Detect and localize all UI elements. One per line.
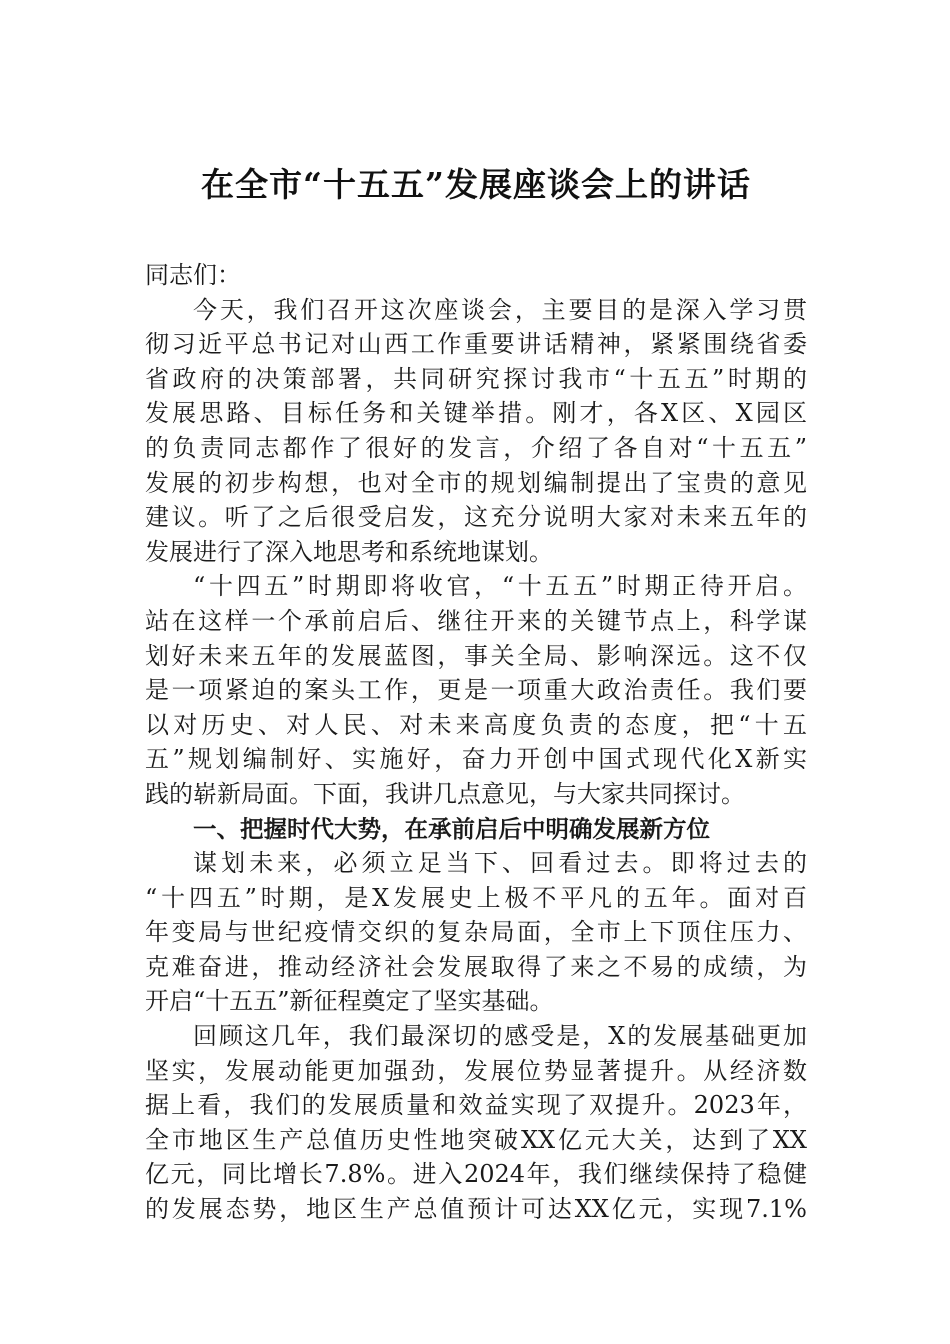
- text-line: 五”规划编制好、实施好，奋力开创中国式现代化X新实: [145, 745, 807, 774]
- section-heading: 一、把握时代大势，在承前启后中明确发展新方位: [193, 814, 710, 843]
- text-line: 全市地区生产总值历史性地突破XX亿元大关，达到了XX: [145, 1125, 807, 1154]
- document-title: 在全市“十五五”发展座谈会上的讲话: [201, 165, 751, 204]
- text-line: 的负责同志都作了很好的发言，介绍了各自对“十五五”: [145, 433, 807, 462]
- text-line: 彻习近平总书记对山西工作重要讲话精神，紧紧围绕省委: [145, 330, 807, 359]
- text-line: 省政府的决策部署，共同研究探讨我市“十五五”时期的: [145, 364, 807, 393]
- document-body: [145, 258, 807, 1227]
- text-line: 以对历史、对人民、对未来高度负责的态度，把“十五: [145, 710, 807, 739]
- text-line: 发展进行了深入地思考和系统地谋划。: [145, 537, 553, 566]
- text-line: “十四五”时期，是X发展史上极不平凡的五年。面对百: [145, 883, 807, 912]
- text-line: 划好未来五年的发展蓝图，事关全局、影响深远。这不仅: [145, 641, 807, 670]
- text-line: 坚实，发展动能更加强劲，发展位势显著提升。从经济数: [145, 1056, 807, 1085]
- salutation: 同志们：: [145, 261, 241, 289]
- text-line: 亿元，同比增长7.8%。进入2024年，我们继续保持了稳健: [145, 1160, 807, 1189]
- text-line: 践的崭新局面。下面，我讲几点意见，与大家共同探讨。: [145, 779, 745, 808]
- text-line: 谋划未来，必须立足当下、回看过去。即将过去的: [193, 849, 807, 878]
- text-line: 今天，我们召开这次座谈会，主要目的是深入学习贯: [193, 295, 807, 324]
- text-line: 回顾这几年，我们最深切的感受是，X的发展基础更加: [193, 1022, 807, 1051]
- text-line: 的发展态势，地区生产总值预计可达XX亿元，实现7.1%: [145, 1195, 807, 1224]
- text-line: 开启“十五五”新征程奠定了坚实基础。: [145, 987, 554, 1016]
- text-line: 建议。听了之后很受启发，这充分说明大家对未来五年的: [145, 503, 807, 532]
- text-line: 克难奋进，推动经济社会发展取得了来之不易的成绩，为: [145, 952, 807, 981]
- text-line: 是一项紧迫的案头工作，更是一项重大政治责任。我们要: [145, 676, 807, 705]
- text-line: 发展的初步构想，也对全市的规划编制提出了宝贵的意见: [145, 468, 807, 497]
- text-line: 发展思路、目标任务和关键举措。刚才，各X区、X园区: [145, 399, 807, 428]
- text-line: 据上看，我们的发展质量和效益实现了双提升。2023年，: [145, 1091, 807, 1120]
- text-line: 年变局与世纪疫情交织的复杂局面，全市上下顶住压力、: [145, 918, 807, 947]
- text-line: “十四五”时期即将收官，“十五五”时期正待开启。: [193, 572, 807, 601]
- text-line: 站在这样一个承前启后、继往开来的关键节点上，科学谋: [145, 606, 807, 635]
- paragraph-lines: [145, 293, 807, 1227]
